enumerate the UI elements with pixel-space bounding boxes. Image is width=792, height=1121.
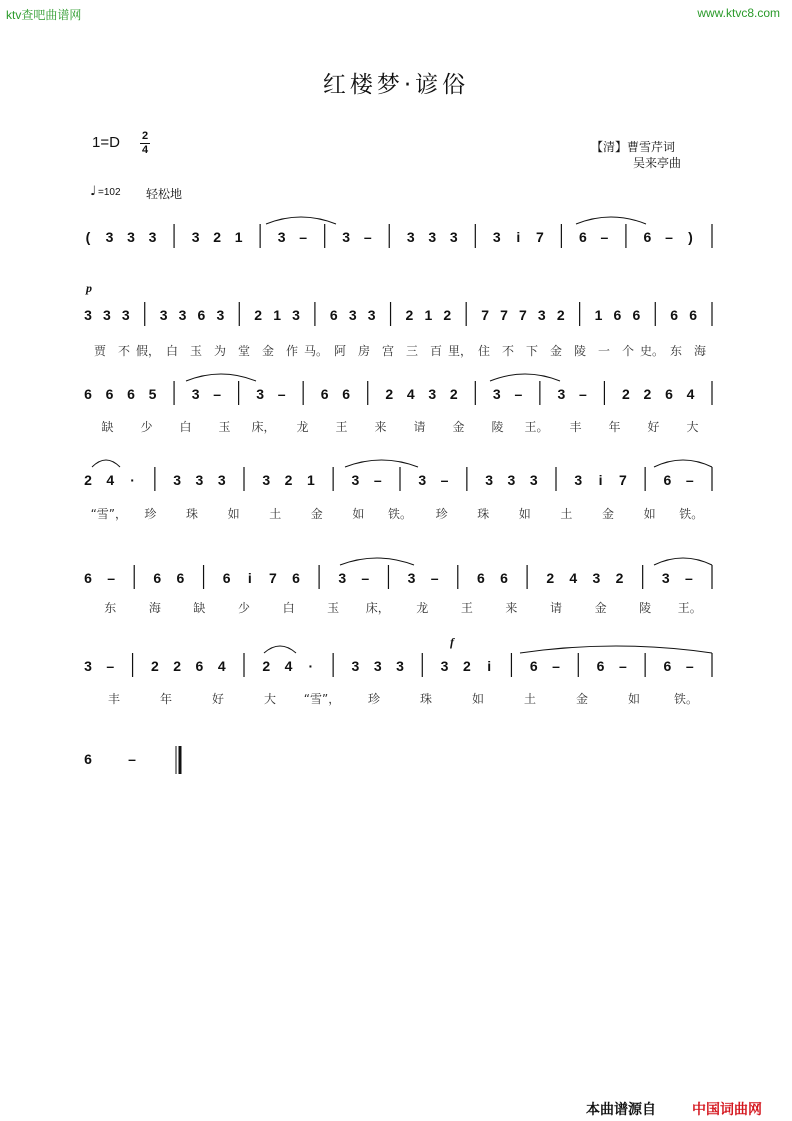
footer-site-name: 中国词曲网 — [692, 1102, 762, 1118]
lyric-syllable: 东 — [104, 601, 117, 615]
lyric-syllable: 年 — [608, 420, 621, 434]
note: 3 — [592, 570, 601, 586]
note: 3 — [105, 229, 114, 245]
note: 2 — [443, 307, 452, 323]
note: 3 — [449, 229, 458, 245]
note: 4 — [217, 658, 226, 674]
note: 1 — [273, 307, 281, 323]
note: – — [514, 386, 523, 402]
lyric-syllable: 好 — [211, 692, 225, 706]
tie-slur — [266, 217, 336, 224]
lyric-syllable: 铁。 — [673, 692, 699, 706]
tie-slur — [345, 460, 418, 467]
note: 6 — [670, 307, 679, 323]
lyric-syllable: 王。 — [524, 420, 549, 434]
note: 2 — [643, 386, 652, 402]
lyric-syllable: 珠 — [419, 692, 433, 706]
lyric-syllable: 如 — [471, 692, 485, 706]
lyric-syllable: 土 — [269, 507, 282, 521]
note: 3 — [492, 229, 501, 245]
lyric-syllable: 丰 — [107, 692, 121, 706]
note: 3 — [121, 307, 130, 323]
lyric-syllable: 住 — [477, 344, 491, 358]
dynamic-marking: f — [450, 635, 454, 649]
note: 4 — [569, 570, 578, 586]
note: 3 — [127, 229, 135, 245]
note: 6 — [127, 386, 135, 402]
lyric-syllable: 年 — [159, 692, 173, 706]
lyric-syllable: 王。 — [677, 601, 702, 615]
note: ) — [688, 229, 693, 245]
lyric-syllable: 金 — [601, 507, 615, 521]
note: 2 — [173, 658, 182, 674]
note: 3 — [396, 658, 404, 674]
note: 6 — [632, 307, 641, 323]
tie-slur — [520, 646, 712, 653]
note: 3 — [557, 386, 566, 402]
lyric-syllable: 龙 — [296, 420, 309, 434]
lyric-syllable: 如 — [643, 507, 656, 521]
lyric-syllable: 金 — [261, 344, 275, 358]
note: 2 — [213, 229, 222, 245]
lyric-syllable: 请 — [549, 601, 563, 615]
note: 7 — [268, 570, 277, 586]
note: 3 — [418, 472, 427, 488]
lyric-syllable: 金 — [310, 507, 323, 521]
note: – — [578, 386, 587, 402]
key-signature: 1=D — [92, 134, 120, 151]
note: – — [430, 570, 439, 586]
lyric-syllable: 玉 — [327, 601, 340, 615]
note: 2 — [405, 307, 414, 323]
note: 6 — [153, 570, 162, 586]
lyric-syllable: 珍 — [367, 692, 381, 706]
time-signature-numerator: 2 — [141, 130, 149, 142]
note: 6 — [195, 658, 204, 674]
lyric-syllable: 如 — [227, 507, 240, 521]
note: 3 — [440, 658, 449, 674]
lyricist-credit: 【清】曹雪芹词 — [591, 140, 676, 154]
note: 3 — [574, 472, 583, 488]
note: 3 — [428, 386, 437, 402]
lyric-syllable: 陵 — [639, 601, 652, 615]
note: – — [213, 386, 222, 402]
lyric-syllable: 缺 — [193, 601, 206, 615]
lyric-syllable: 陵 — [491, 420, 504, 434]
lyric-syllable: 假， — [135, 344, 161, 358]
lyric-syllable: 作 — [285, 344, 299, 358]
note: 2 — [615, 570, 624, 586]
note: 6 — [663, 472, 672, 488]
note: 3 — [492, 386, 501, 402]
note: 7 — [519, 307, 527, 323]
lyric-syllable: 下 — [525, 344, 539, 358]
note: 6 — [613, 307, 622, 323]
lyric-syllable: 丰 — [569, 420, 582, 434]
note: 3 — [338, 570, 347, 586]
note: 6 — [665, 386, 673, 402]
lyric-syllable: 白 — [282, 601, 295, 615]
note: i — [247, 570, 252, 586]
note: 2 — [556, 307, 565, 323]
lyric-syllable: 玉 — [189, 344, 203, 358]
note: – — [440, 472, 449, 488]
note: 3 — [191, 386, 200, 402]
note: 2 — [449, 386, 458, 402]
note: 6 — [342, 386, 351, 402]
note: 3 — [485, 472, 494, 488]
note: 6 — [500, 570, 508, 586]
note: 2 — [262, 658, 271, 674]
tempo-expression: 轻松地 — [146, 187, 183, 201]
lyric-syllable: “雪”， — [303, 692, 341, 706]
lyric-syllable: 金 — [594, 601, 607, 615]
lyric-syllable: 史。 — [639, 344, 665, 358]
note: 2 — [284, 472, 293, 488]
note: 6 — [529, 658, 538, 674]
note: 6 — [292, 570, 300, 586]
note: 6 — [84, 570, 92, 586]
note: 3 — [173, 472, 182, 488]
note: ( — [85, 229, 91, 245]
lyric-syllable: 阿 — [333, 344, 347, 358]
note: 3 — [342, 229, 351, 245]
lyric-syllable: 个 — [621, 344, 635, 358]
note: – — [373, 472, 382, 488]
note: 7 — [535, 229, 544, 245]
note: 3 — [373, 658, 382, 674]
lyric-syllable: 少 — [140, 420, 153, 434]
lyric-syllable: “雪”， — [90, 507, 128, 521]
note: 3 — [262, 472, 271, 488]
tie-slur — [92, 460, 120, 467]
note: – — [600, 229, 609, 245]
note: 4 — [106, 472, 115, 488]
note: i — [598, 472, 603, 488]
note: 3 — [348, 307, 357, 323]
note: 3 — [351, 472, 360, 488]
note: 6 — [222, 570, 231, 586]
note: 7 — [618, 472, 627, 488]
lyric-syllable: 床， — [365, 601, 390, 615]
lyric-syllable: 珍 — [435, 507, 448, 521]
note: 4 — [284, 658, 293, 674]
lyric-syllable: 为 — [213, 344, 227, 358]
note: 1 — [234, 229, 243, 245]
note: 6 — [578, 229, 587, 245]
lyric-syllable: 珠 — [185, 507, 199, 521]
watermark-right: www.ktvc8.com — [697, 6, 780, 20]
lyric-syllable: 白 — [179, 420, 192, 434]
lyric-syllable: 金 — [452, 420, 465, 434]
tempo-value: =102 — [98, 187, 121, 198]
note: 6 — [84, 751, 92, 767]
lyric-syllable: 大 — [263, 692, 277, 706]
note: 6 — [476, 570, 485, 586]
lyric-syllable: 龙 — [416, 601, 429, 615]
note: – — [299, 229, 308, 245]
tie-slur — [490, 374, 560, 381]
note: 7 — [500, 307, 508, 323]
note: – — [361, 570, 370, 586]
note: 3 — [428, 229, 437, 245]
note: 7 — [481, 307, 489, 323]
note: 6 — [176, 570, 185, 586]
note: 3 — [178, 307, 187, 323]
lyric-syllable: 来 — [374, 420, 387, 434]
note: 2 — [462, 658, 471, 674]
note: 6 — [84, 386, 92, 402]
lyric-syllable: 王 — [335, 420, 348, 434]
lyric-syllable: 金 — [575, 692, 589, 706]
lyric-syllable: 如 — [518, 507, 531, 521]
note: 2 — [622, 386, 630, 402]
quarter-note-icon: ♩ — [90, 184, 97, 199]
note: 3 — [661, 570, 670, 586]
tie-slur — [654, 558, 712, 565]
lyric-syllable: 玉 — [218, 420, 231, 434]
note: 6 — [197, 307, 206, 323]
lyric-syllable: 王 — [460, 601, 473, 615]
note: 3 — [406, 229, 415, 245]
lyric-syllable: 好 — [647, 420, 660, 434]
note: – — [685, 658, 694, 674]
lyric-syllable: 珠 — [477, 507, 490, 521]
lyric-syllable: 东 — [669, 344, 683, 358]
note: 6 — [329, 307, 338, 323]
note: 6 — [596, 658, 605, 674]
tie-slur — [654, 460, 712, 467]
note: 3 — [195, 472, 204, 488]
lyric-syllable: 贾 — [93, 344, 107, 358]
lyric-syllable: 金 — [549, 344, 563, 358]
note: – — [106, 658, 115, 674]
note: – — [618, 658, 627, 674]
tie-slur — [264, 646, 296, 653]
note: 3 — [148, 229, 157, 245]
lyric-syllable: 大 — [686, 420, 699, 434]
lyric-syllable: 海 — [148, 601, 161, 615]
lyric-syllable: 铁。 — [679, 507, 704, 521]
lyric-syllable: 宫 — [381, 344, 395, 358]
note: – — [684, 570, 693, 586]
note: 3 — [351, 658, 360, 674]
note: 1 — [306, 472, 315, 488]
lyric-syllable: 白 — [165, 344, 179, 358]
dynamic-marking: p — [86, 281, 92, 295]
lyric-syllable: 铁。 — [387, 507, 413, 521]
note: 2 — [385, 386, 394, 402]
note: 6 — [320, 386, 329, 402]
lyric-syllable: 三 — [405, 344, 419, 358]
note: · — [308, 658, 314, 674]
note: – — [107, 570, 116, 586]
lyric-syllable: 里， — [447, 344, 473, 358]
note: · — [130, 472, 135, 488]
lyric-syllable: 海 — [693, 344, 707, 358]
lyric-syllable: 土 — [560, 507, 573, 521]
note: i — [487, 658, 492, 674]
lyric-syllable: 陵 — [573, 344, 587, 358]
note: 3 — [537, 307, 546, 323]
lyric-syllable: 请 — [413, 420, 426, 434]
note: 3 — [407, 570, 416, 586]
note: 3 — [277, 229, 286, 245]
composer-credit: 吴来亭曲 — [633, 156, 682, 170]
note: 6 — [643, 229, 652, 245]
note: 2 — [84, 472, 92, 488]
note: 3 — [529, 472, 538, 488]
note: 1 — [424, 307, 433, 323]
note: – — [685, 472, 694, 488]
footer-source-label: 本曲谱源自 — [586, 1102, 656, 1118]
note: 3 — [103, 307, 111, 323]
note: – — [128, 751, 136, 767]
lyric-syllable: 马。 — [303, 344, 329, 358]
tie-slur — [340, 558, 414, 565]
note: – — [665, 229, 673, 245]
note: 3 — [256, 386, 265, 402]
note: 6 — [689, 307, 697, 323]
watermark-left: ktv查吧曲谱网 — [6, 8, 82, 22]
note: 3 — [191, 229, 200, 245]
note: 3 — [84, 658, 92, 674]
note: – — [277, 386, 286, 402]
note: 2 — [546, 570, 555, 586]
note: 5 — [148, 386, 157, 402]
note: 3 — [507, 472, 516, 488]
lyric-syllable: 土 — [523, 692, 537, 706]
note: 4 — [686, 386, 695, 402]
lyric-syllable: 珍 — [144, 507, 157, 521]
note: 2 — [254, 307, 263, 323]
note: – — [363, 229, 372, 245]
note: 2 — [150, 658, 159, 674]
lyric-syllable: 缺 — [101, 420, 114, 434]
lyric-syllable: 如 — [352, 507, 365, 521]
time-signature-denominator: 4 — [141, 144, 149, 156]
note: 4 — [406, 386, 415, 402]
lyric-syllable: 不 — [117, 344, 131, 358]
lyric-syllable: 百 — [429, 344, 443, 358]
tie-slur — [186, 374, 256, 381]
lyric-syllable: 不 — [501, 344, 515, 358]
note: 6 — [105, 386, 114, 402]
note: 3 — [159, 307, 168, 323]
note: 3 — [216, 307, 225, 323]
note: 3 — [367, 307, 376, 323]
note: 1 — [594, 307, 603, 323]
lyric-syllable: 少 — [237, 601, 251, 615]
lyric-syllable: 如 — [627, 692, 641, 706]
lyric-syllable: 房 — [357, 344, 371, 358]
note: 3 — [292, 307, 300, 323]
note: i — [516, 229, 521, 245]
note: 6 — [663, 658, 672, 674]
tie-slur — [576, 217, 646, 224]
page-title: 红楼梦·谚俗 — [322, 72, 470, 98]
note: – — [552, 658, 560, 674]
note: 3 — [217, 472, 226, 488]
note: 3 — [84, 307, 92, 323]
lyric-syllable: 床， — [251, 420, 276, 434]
lyric-syllable: 一 — [597, 344, 611, 358]
lyric-syllable: 来 — [505, 601, 518, 615]
lyric-syllable: 堂 — [237, 344, 251, 358]
